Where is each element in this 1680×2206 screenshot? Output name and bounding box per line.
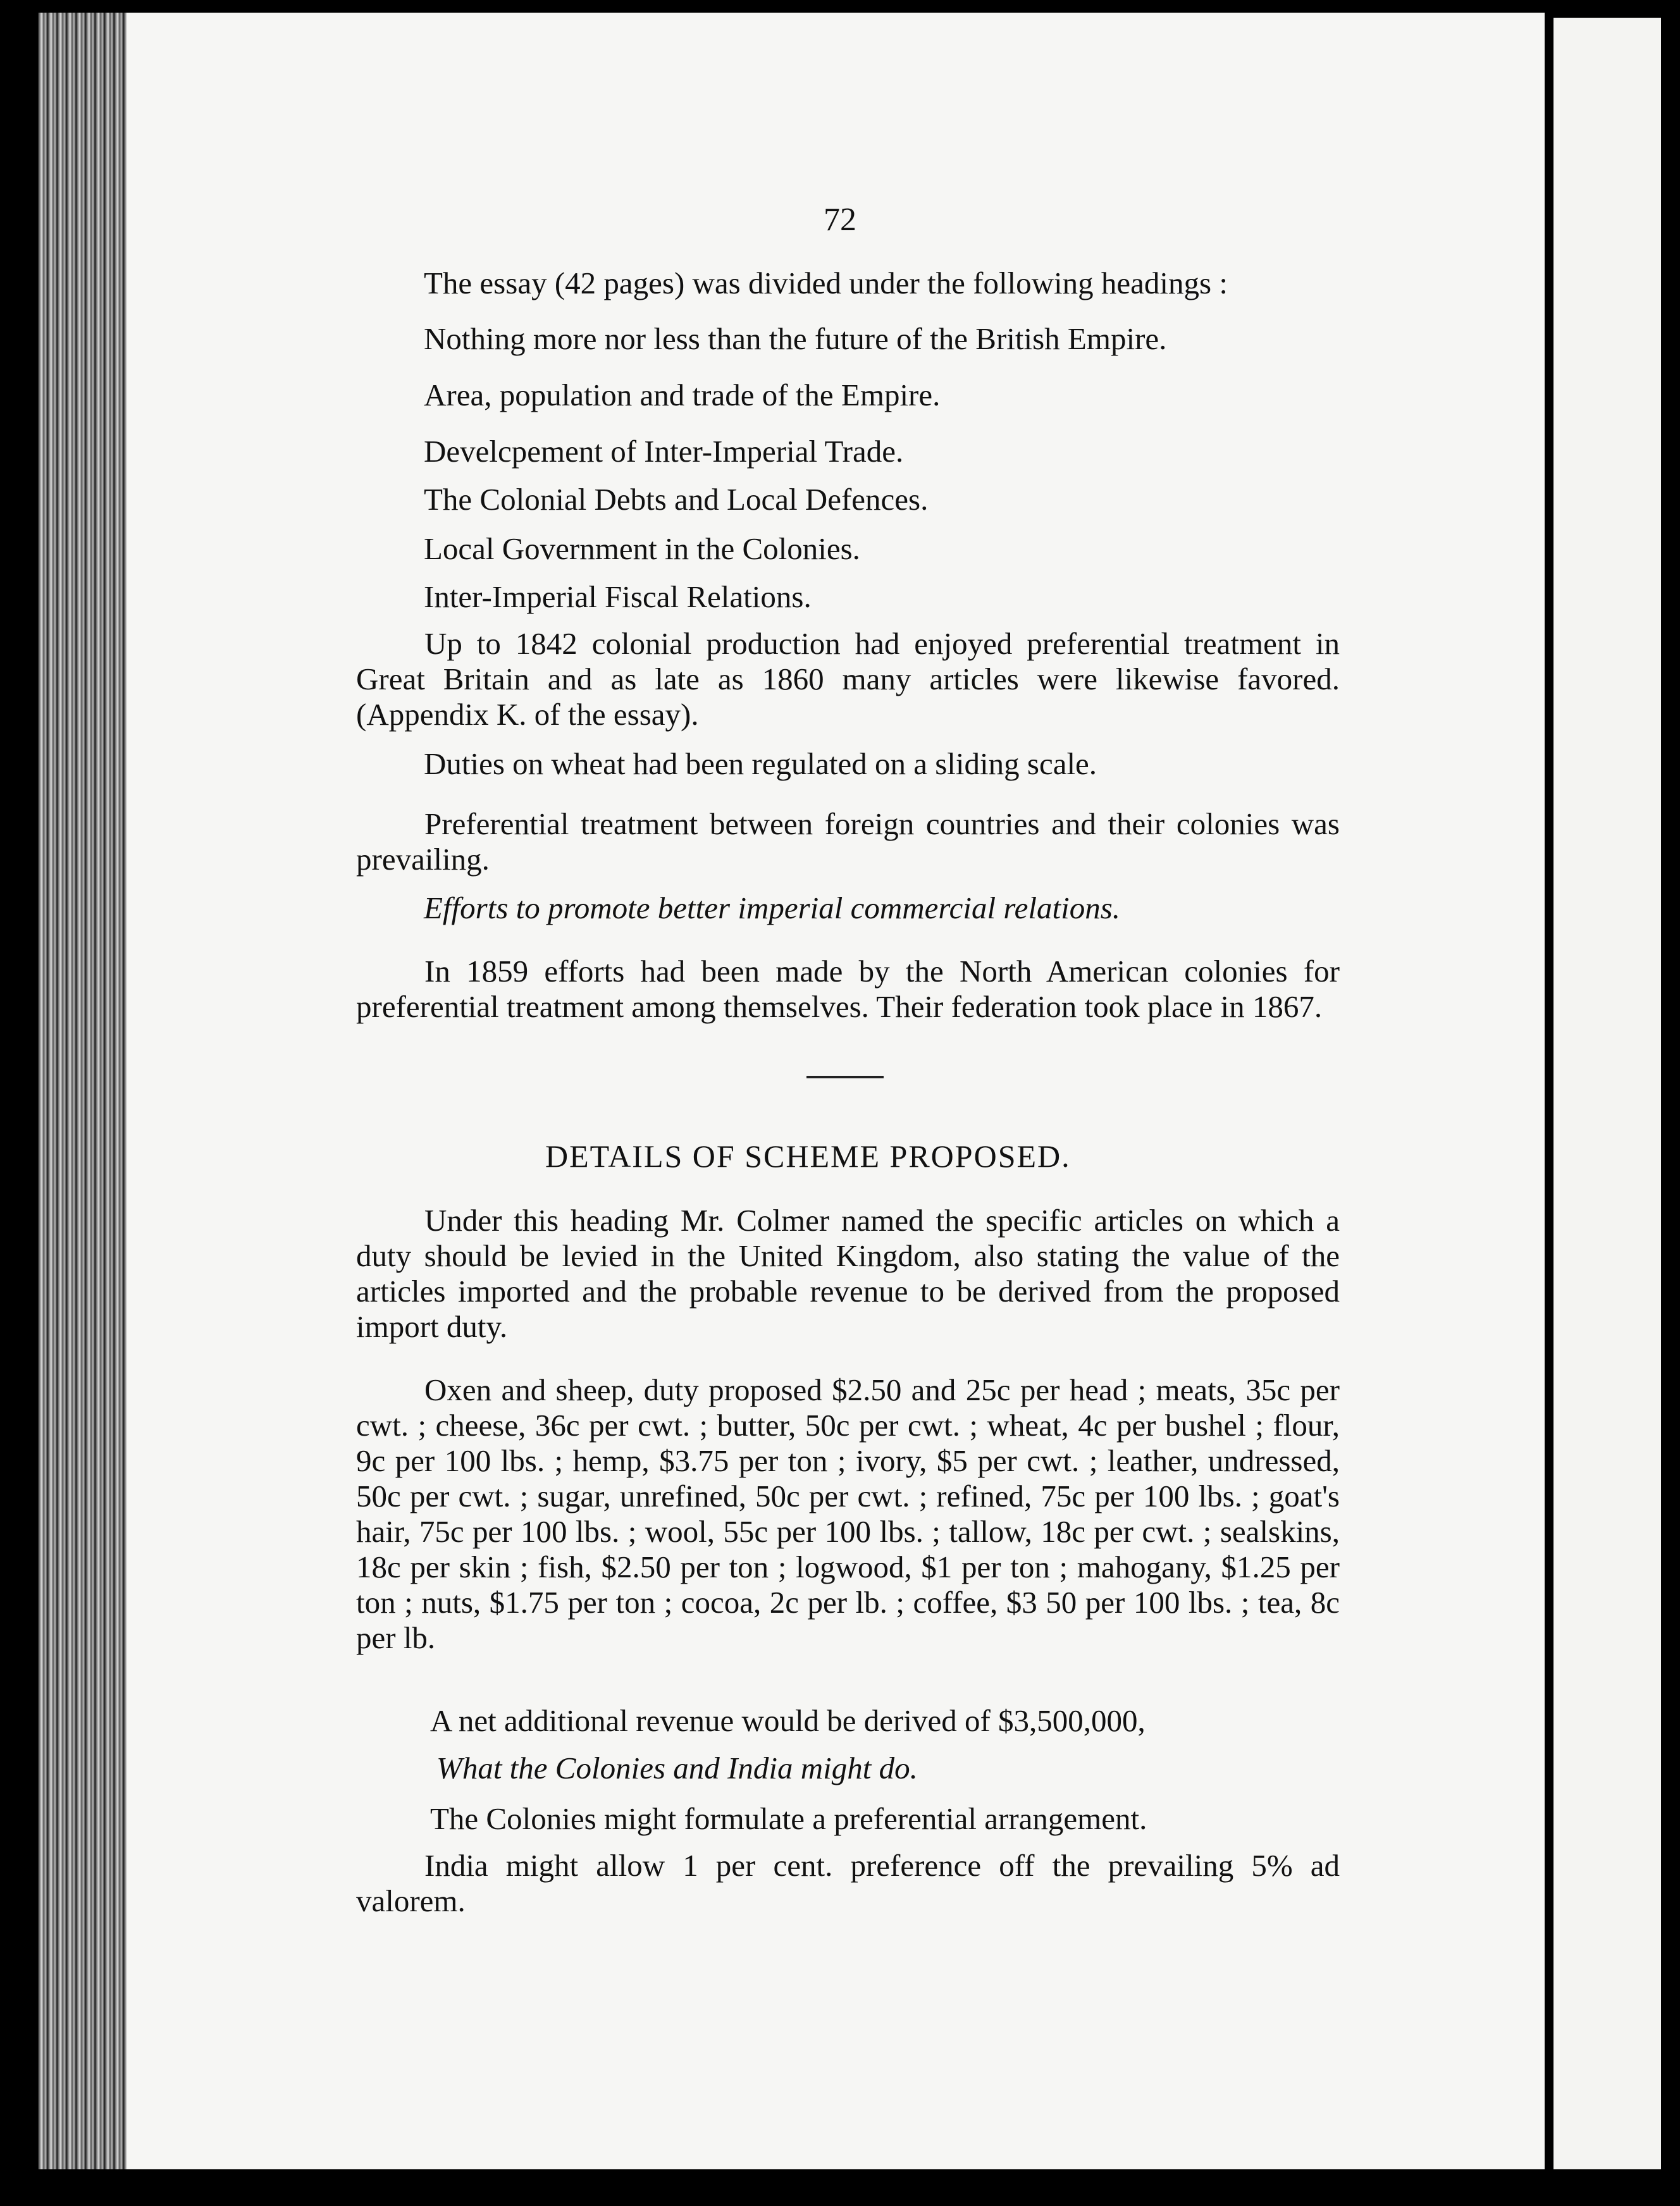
paragraph-text: Under this heading Mr. Colmer named the specific articles on which a duty should be levied in the United Kingdom, also stating the value of the articles imported and the probable revenue to be derived from the proposed import duty.	[356, 1203, 1340, 1344]
heading-item: Nothing more nor less than the future of the British Empire.	[424, 321, 1167, 356]
efforts-subheading: Efforts to promote better imperial commercial relations.	[424, 890, 1121, 925]
book-page-edges	[38, 13, 133, 2176]
paragraph-up-to-1842	[356, 626, 1340, 732]
heading-item: The Colonial Debts and Local Defences.	[424, 482, 929, 517]
paragraph-text: Oxen and sheep, duty proposed $2.50 and 25c per head ; meats, 35c per cwt. ; cheese, 36c per cwt. ; butter, 50c per cwt. ; wheat, 4c per bushel ; flour, 9c per 100 lbs. ; hemp, $3.75 per ton ; ivory, $5 per cwt. ; leather, undressed, 50c per cwt. ; sugar, unrefined, 50c per cwt. ; refined, 75c per 100 lbs. ; goat's hair, 75c per 100 lbs. ; wool, 55c per 100 lbs. ; tallow, 18c per cwt. ; sealskins, 18c per skin ; fish, $2.50 per ton ; logwood, $1 per ton ; mahogany, $1.25 per ton ; nuts, $1.75 per ton ; cocoa, 2c per lb. ; coffee, $3 50 per 100 lbs. ; tea, 8c per lb.	[356, 1372, 1340, 1655]
heading-item: Inter-Imperial Fiscal Relations.	[424, 579, 812, 614]
paragraph-duties-list	[356, 1372, 1340, 1656]
facing-page-edge	[1553, 18, 1661, 2169]
paragraph-preferential	[356, 806, 1340, 877]
colonies-line: The Colonies might formulate a preferential arrangement.	[430, 1801, 1147, 1836]
page-number: 72	[824, 202, 856, 238]
paragraph-text: India might allow 1 per cent. preference off the prevailing 5% ad valorem.	[356, 1848, 1340, 1918]
paragraph-text: Up to 1842 colonial production had enjoyed preferential treatment in Great Britain and as late as 1860 many articles were likewise favored. (Appendix K. of the essay).	[356, 626, 1340, 732]
paragraph-1859	[356, 954, 1340, 1025]
section-heading: DETAILS OF SCHEME PROPOSED.	[545, 1138, 1071, 1174]
scan-border-right	[1661, 0, 1680, 2206]
scan-border-bottom	[0, 2169, 1680, 2206]
heading-item: Area, population and trade of the Empire.	[424, 378, 941, 412]
heading-item: Develcpement of Inter-Imperial Trade.	[424, 434, 904, 469]
paragraph-under-heading	[356, 1203, 1340, 1345]
binding-shadow	[1545, 18, 1553, 2169]
heading-item: Local Government in the Colonies.	[424, 531, 860, 566]
duties-line: Duties on wheat had been regulated on a sliding scale.	[424, 746, 1097, 781]
intro-line: The essay (42 pages) was divided under the following headings :	[424, 266, 1228, 300]
colonies-subheading: What the Colonies and India might do.	[436, 1751, 918, 1785]
paragraph-text: In 1859 efforts had been made by the North American colonies for preferential treatment among themselves. Their federation took place in 1867.	[356, 954, 1340, 1024]
revenue-line: A net additional revenue would be derived of $3,500,000,	[430, 1703, 1146, 1738]
paragraph-text: Preferential treatment between foreign countries and their colonies was prevailing.	[356, 806, 1340, 877]
section-rule	[806, 1076, 884, 1078]
paragraph-india	[356, 1848, 1340, 1919]
